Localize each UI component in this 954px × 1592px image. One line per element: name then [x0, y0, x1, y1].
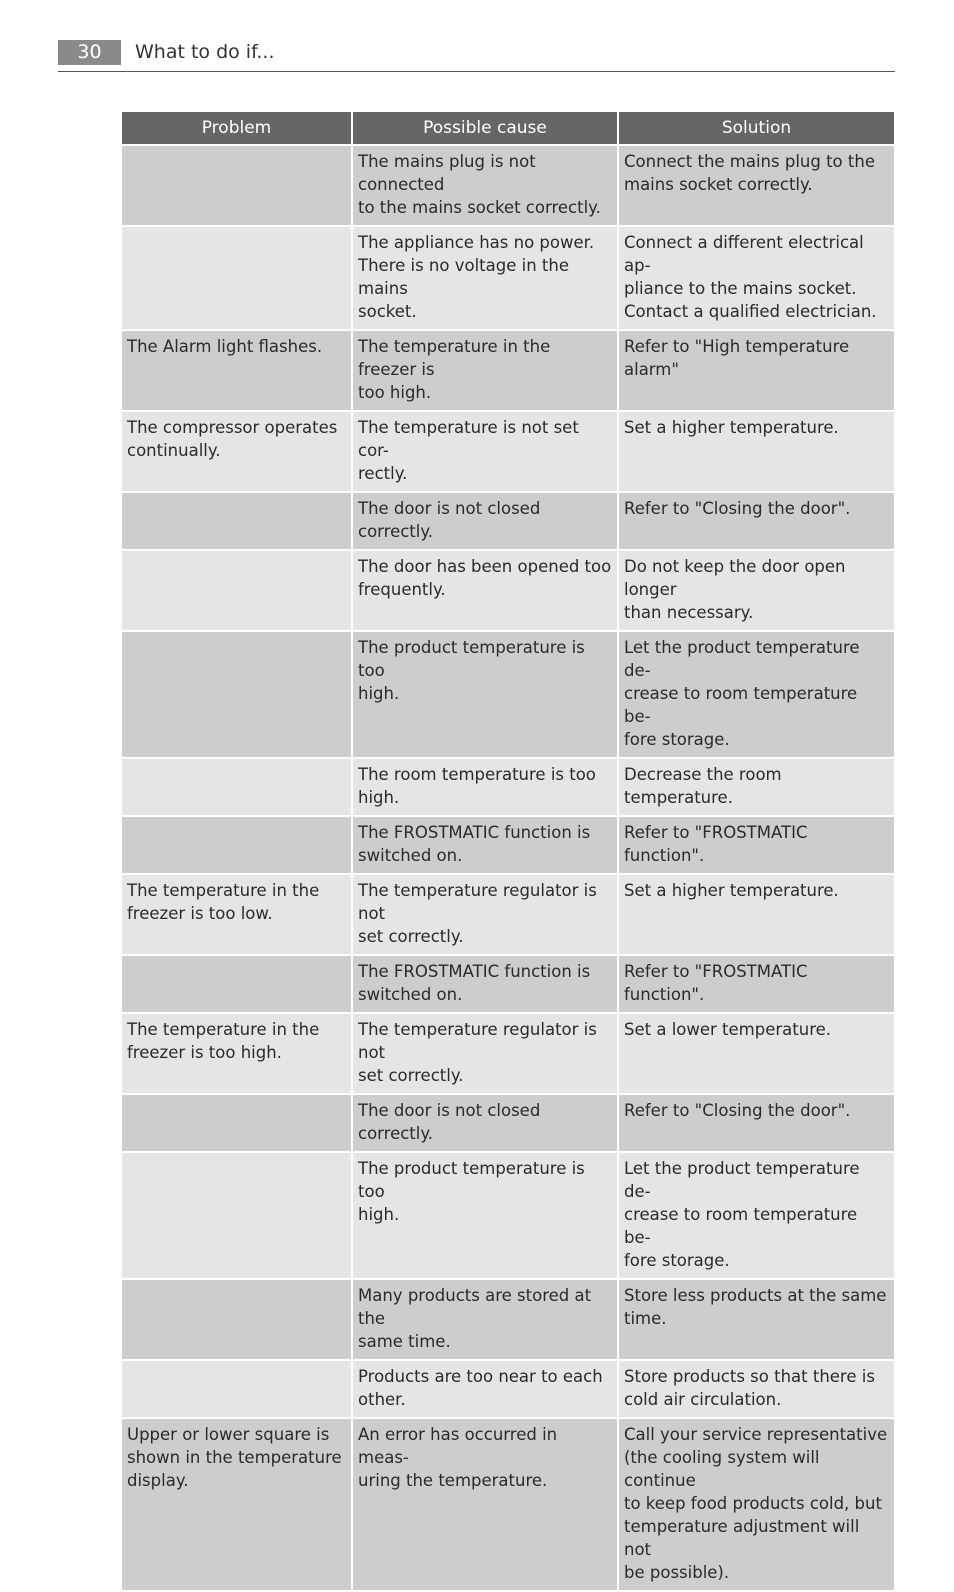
- solution-cell: Set a higher temperature.: [619, 412, 894, 491]
- problem-cell: [122, 1280, 351, 1359]
- solution-cell: Refer to "Closing the door".: [619, 1095, 894, 1151]
- cause-cell: The door is not closed correctly.: [353, 493, 617, 549]
- cause-cell: The door has been opened too frequently.: [353, 551, 617, 630]
- section-title: What to do if...: [135, 41, 275, 63]
- table-row: [122, 632, 894, 757]
- cause-cell: The FROSTMATIC function is switched on.: [353, 956, 617, 1012]
- cause-cell: The product temperature is too high.: [353, 632, 617, 757]
- cause-cell: The door is not closed correctly.: [353, 1095, 617, 1151]
- table-row: [122, 1361, 894, 1417]
- cause-cell: The mains plug is not connected to the mains socket correctly.: [353, 146, 617, 225]
- problem-cell: [122, 1095, 351, 1151]
- table-row: [122, 817, 894, 873]
- table-row: [122, 227, 894, 329]
- cause-cell: Products are too near to each other.: [353, 1361, 617, 1417]
- problem-cell: The temperature in the freezer is too low.: [122, 875, 351, 954]
- table-row: [122, 1280, 894, 1359]
- table-header-row: [122, 112, 894, 144]
- problem-cell: [122, 956, 351, 1012]
- cause-cell: The FROSTMATIC function is switched on.: [353, 817, 617, 873]
- solution-cell: Do not keep the door open longer than necessary.: [619, 551, 894, 630]
- solution-cell: Refer to "FROSTMATIC function".: [619, 956, 894, 1012]
- problem-cell: The temperature in the freezer is too high.: [122, 1014, 351, 1093]
- problem-cell: Upper or lower square is shown in the temperature display.: [122, 1419, 351, 1590]
- troubleshooting-table: [120, 110, 896, 1592]
- table-row: [122, 331, 894, 410]
- problem-cell: [122, 632, 351, 757]
- problem-cell: The Alarm light flashes.: [122, 331, 351, 410]
- problem-cell: The compressor operates continually.: [122, 412, 351, 491]
- table-row: [122, 551, 894, 630]
- table-row: [122, 493, 894, 549]
- column-header-solution: Solution: [619, 112, 894, 144]
- cause-cell: The temperature in the freezer is too high.: [353, 331, 617, 410]
- solution-cell: Refer to "FROSTMATIC function".: [619, 817, 894, 873]
- solution-cell: Refer to "Closing the door".: [619, 493, 894, 549]
- solution-cell: Call your service representative (the cooling system will continue to keep food products cold, but temperature adjustment will not be possible).: [619, 1419, 894, 1590]
- problem-cell: [122, 146, 351, 225]
- cause-cell: The temperature is not set cor- rectly.: [353, 412, 617, 491]
- solution-cell: Connect a different electrical ap- pliance to the mains socket. Contact a qualified electrician.: [619, 227, 894, 329]
- problem-cell: [122, 1153, 351, 1278]
- solution-cell: Set a higher temperature.: [619, 875, 894, 954]
- cause-cell: The product temperature is too high.: [353, 1153, 617, 1278]
- table-row: [122, 146, 894, 225]
- table-row: [122, 1095, 894, 1151]
- solution-cell: Store products so that there is cold air circulation.: [619, 1361, 894, 1417]
- table-row: [122, 412, 894, 491]
- page-number: 30: [58, 40, 121, 65]
- table-row: [122, 1153, 894, 1278]
- cause-cell: Many products are stored at the same time.: [353, 1280, 617, 1359]
- cause-cell: The temperature regulator is not set correctly.: [353, 1014, 617, 1093]
- table-row: [122, 956, 894, 1012]
- solution-cell: Connect the mains plug to the mains socket correctly.: [619, 146, 894, 225]
- problem-cell: [122, 551, 351, 630]
- problem-cell: [122, 817, 351, 873]
- problem-cell: [122, 227, 351, 329]
- table-row: [122, 1419, 894, 1590]
- solution-cell: Set a lower temperature.: [619, 1014, 894, 1093]
- column-header-problem: Problem: [122, 112, 351, 144]
- problem-cell: [122, 759, 351, 815]
- solution-cell: Refer to "High temperature alarm": [619, 331, 894, 410]
- problem-cell: [122, 493, 351, 549]
- cause-cell: An error has occurred in meas- uring the temperature.: [353, 1419, 617, 1590]
- cause-cell: The temperature regulator is not set correctly.: [353, 875, 617, 954]
- solution-cell: Store less products at the same time.: [619, 1280, 894, 1359]
- cause-cell: The room temperature is too high.: [353, 759, 617, 815]
- page-header: [58, 40, 895, 72]
- solution-cell: Decrease the room temperature.: [619, 759, 894, 815]
- table-row: [122, 875, 894, 954]
- solution-cell: Let the product temperature de- crease to room temperature be- fore storage.: [619, 632, 894, 757]
- column-header-cause: Possible cause: [353, 112, 617, 144]
- solution-cell: Let the product temperature de- crease to room temperature be- fore storage.: [619, 1153, 894, 1278]
- problem-cell: [122, 1361, 351, 1417]
- table-row: [122, 759, 894, 815]
- cause-cell: The appliance has no power. There is no voltage in the mains socket.: [353, 227, 617, 329]
- table-row: [122, 1014, 894, 1093]
